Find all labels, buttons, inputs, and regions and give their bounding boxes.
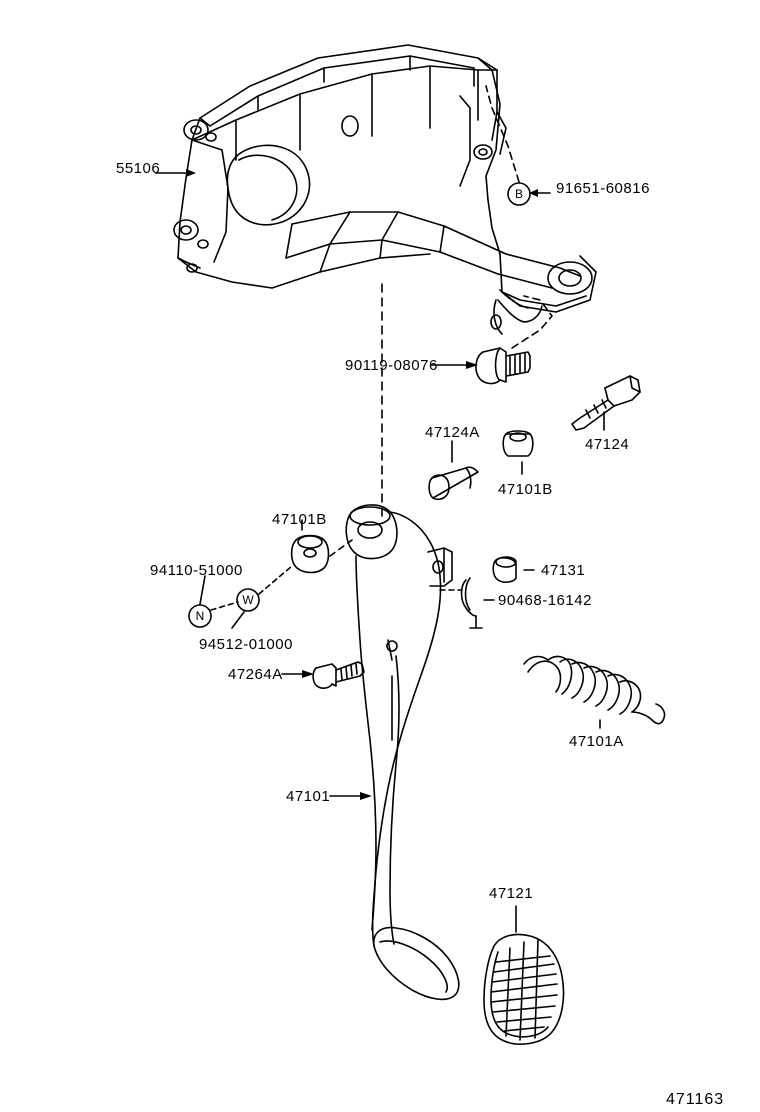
- clip-90468-16142: [462, 578, 483, 628]
- callout-47124A: [425, 424, 480, 441]
- callout-47101B-right: [498, 481, 553, 498]
- bolt-47264A: [313, 662, 364, 688]
- callout-label: 47124A: [425, 424, 480, 441]
- callout-90119-08076: [345, 357, 438, 374]
- callout-94512-01000: [199, 636, 293, 653]
- callout-94110-51000: [150, 562, 243, 579]
- pedal-pad-47121: [484, 934, 564, 1044]
- marker-W-label: [241, 593, 255, 607]
- callout-91651-60816: [556, 180, 650, 197]
- bolt-90119-08076: [476, 348, 530, 383]
- pedal-arm-47101: [346, 505, 459, 999]
- pin-47131: [493, 557, 516, 582]
- dash-91651: [486, 86, 519, 182]
- marker-B-label: [512, 187, 526, 201]
- marker-letter: B: [514, 187, 523, 201]
- callout-label: 94512-01000: [199, 636, 293, 653]
- callout-label: 94110-51000: [150, 562, 243, 579]
- callout-label: 47101B: [498, 481, 553, 498]
- callout-label: 47101: [286, 788, 331, 805]
- bush-47101B-right: [503, 431, 533, 456]
- callout-label: 90468-16142: [498, 592, 592, 609]
- callout-47101B-left: [272, 511, 327, 528]
- callout-47101: [286, 788, 330, 805]
- callout-47264A: [228, 666, 283, 683]
- sleeve-47124A: [429, 467, 478, 499]
- callout-label: 90119-08076: [345, 357, 438, 374]
- marker-letter: W: [242, 593, 254, 607]
- callout-label: 47124: [585, 436, 630, 453]
- marker-letter: N: [195, 609, 205, 623]
- bolt-47124: [572, 376, 640, 430]
- callout-47101A: [569, 733, 624, 750]
- callout-label: 47131: [541, 562, 586, 579]
- callout-90468-16142: [498, 592, 592, 609]
- spring-47101A: [524, 657, 665, 724]
- callout-label: 91651-60816: [556, 180, 650, 197]
- callout-label: 47101A: [569, 733, 624, 750]
- pedal-bracket-55106: [174, 45, 596, 334]
- callout-47131: [541, 562, 585, 579]
- figure-number-text: 471163: [666, 1091, 725, 1108]
- marker-N-label: [193, 609, 207, 623]
- callout-55106: [116, 160, 160, 177]
- callout-47121: [489, 885, 533, 902]
- bush-47101B-left: [292, 536, 329, 573]
- callout-label: 47101B: [272, 511, 327, 528]
- figure-number: [666, 1091, 724, 1109]
- callout-label: 47121: [489, 885, 534, 902]
- callout-label: 47264A: [228, 666, 283, 683]
- callout-47124: [585, 436, 629, 453]
- callout-label: 55106: [116, 160, 161, 177]
